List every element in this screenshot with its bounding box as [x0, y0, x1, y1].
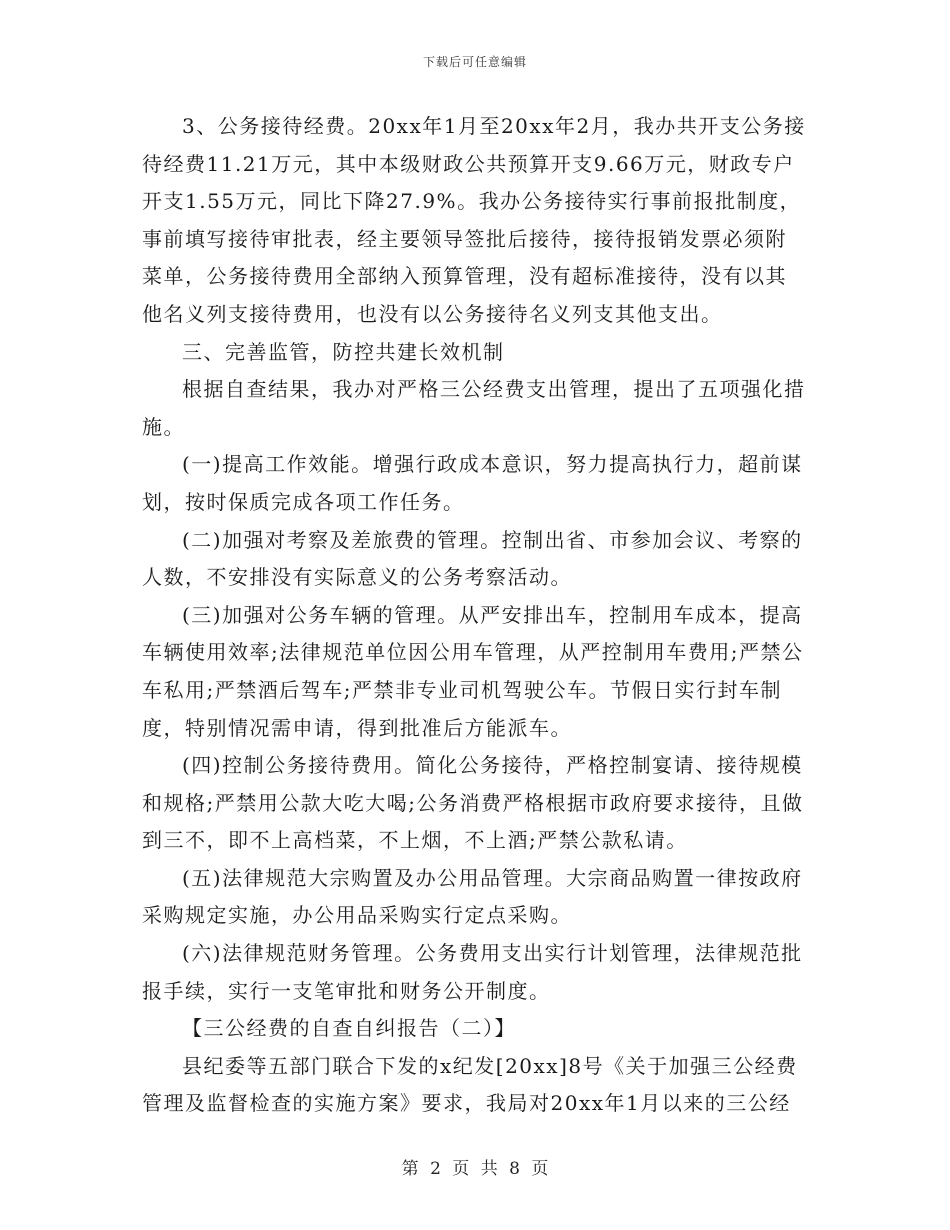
page-number-footer: 第 2 页 共 8 页 — [401, 1159, 549, 1179]
paragraph-reception-expenses: 3、公务接待经费。20xx年1月至20xx年2月，我办共开支公务接待经费11.21万元，其中本级财政公共预算开支9.66万元，财政专户开支1.55万元，同比下降27.9%。我办公务接待实行事前报批制度，事前填写接待审批表，经主要领导签批后接待，接待报销发票必须附菜单，公务接待费用全部纳入预算管理，没有超标准接待，没有以其他名义列支接待费用，也没有以公务接待名义列支其他支出。 — [142, 114, 806, 326]
document-body — [142, 108, 808, 1123]
paragraph-measure-2: (二)加强对考察及差旅费的管理。控制出省、市参加会议、考察的人数，不安排没有实际意义的公务考察活动。 — [142, 527, 803, 590]
report-title-part-2: 【三公经费的自查自纠报告（二）】 — [182, 1016, 516, 1041]
paragraph-measure-3: (三)加强对公务车辆的管理。从严安排出车，控制用车成本，提高车辆使用效率;法律规范单位因公用车管理，从严控制用车费用;严禁公车私用;严禁酒后驾车;严禁非专业司机驾驶公车。节假日实行封车制度，特别情况需申请，得到批准后方能派车。 — [142, 602, 804, 740]
paragraph-measure-6: (六)法律规范财务管理。公务费用支出实行计划管理，法律规范批报手续，实行一支笔审批和财务公开制度。 — [142, 941, 803, 1003]
paragraph-measure-1: (一)提高工作效能。增强行政成本意识，努力提高执行力，超前谋划，按时保质完成各项工作任务。 — [142, 452, 803, 514]
paragraph-measure-4: (四)控制公务接待费用。简化公务接待，严格控制宴请、接待规模和规格;严禁用公款大吃大喝;公务消费严格根据市政府要求接待，且做到三不，即不上高档菜，不上烟，不上酒;严禁公款私请。 — [142, 753, 804, 853]
paragraph-self-check-results: 根据自查结果，我办对严格三公经费支出管理，提出了五项强化措施。 — [142, 377, 806, 439]
paragraph-measure-5: (五)法律规范大宗购置及办公用品管理。大宗商品购置一律按政府采购规定实施，办公用品采购实行定点采购。 — [142, 865, 803, 928]
paragraph-report-intro: 县纪委等五部门联合下发的x纪发[20xx]8号《关于加强三公经费管理及监督检查的实施方案》要求，我局对20xx年1月以来的三公经 — [142, 1053, 798, 1116]
section-heading-supervision: 三、完善监管，防控共建长效机制 — [182, 339, 505, 364]
page-header-note: 下载后可任意编辑 — [422, 55, 527, 69]
